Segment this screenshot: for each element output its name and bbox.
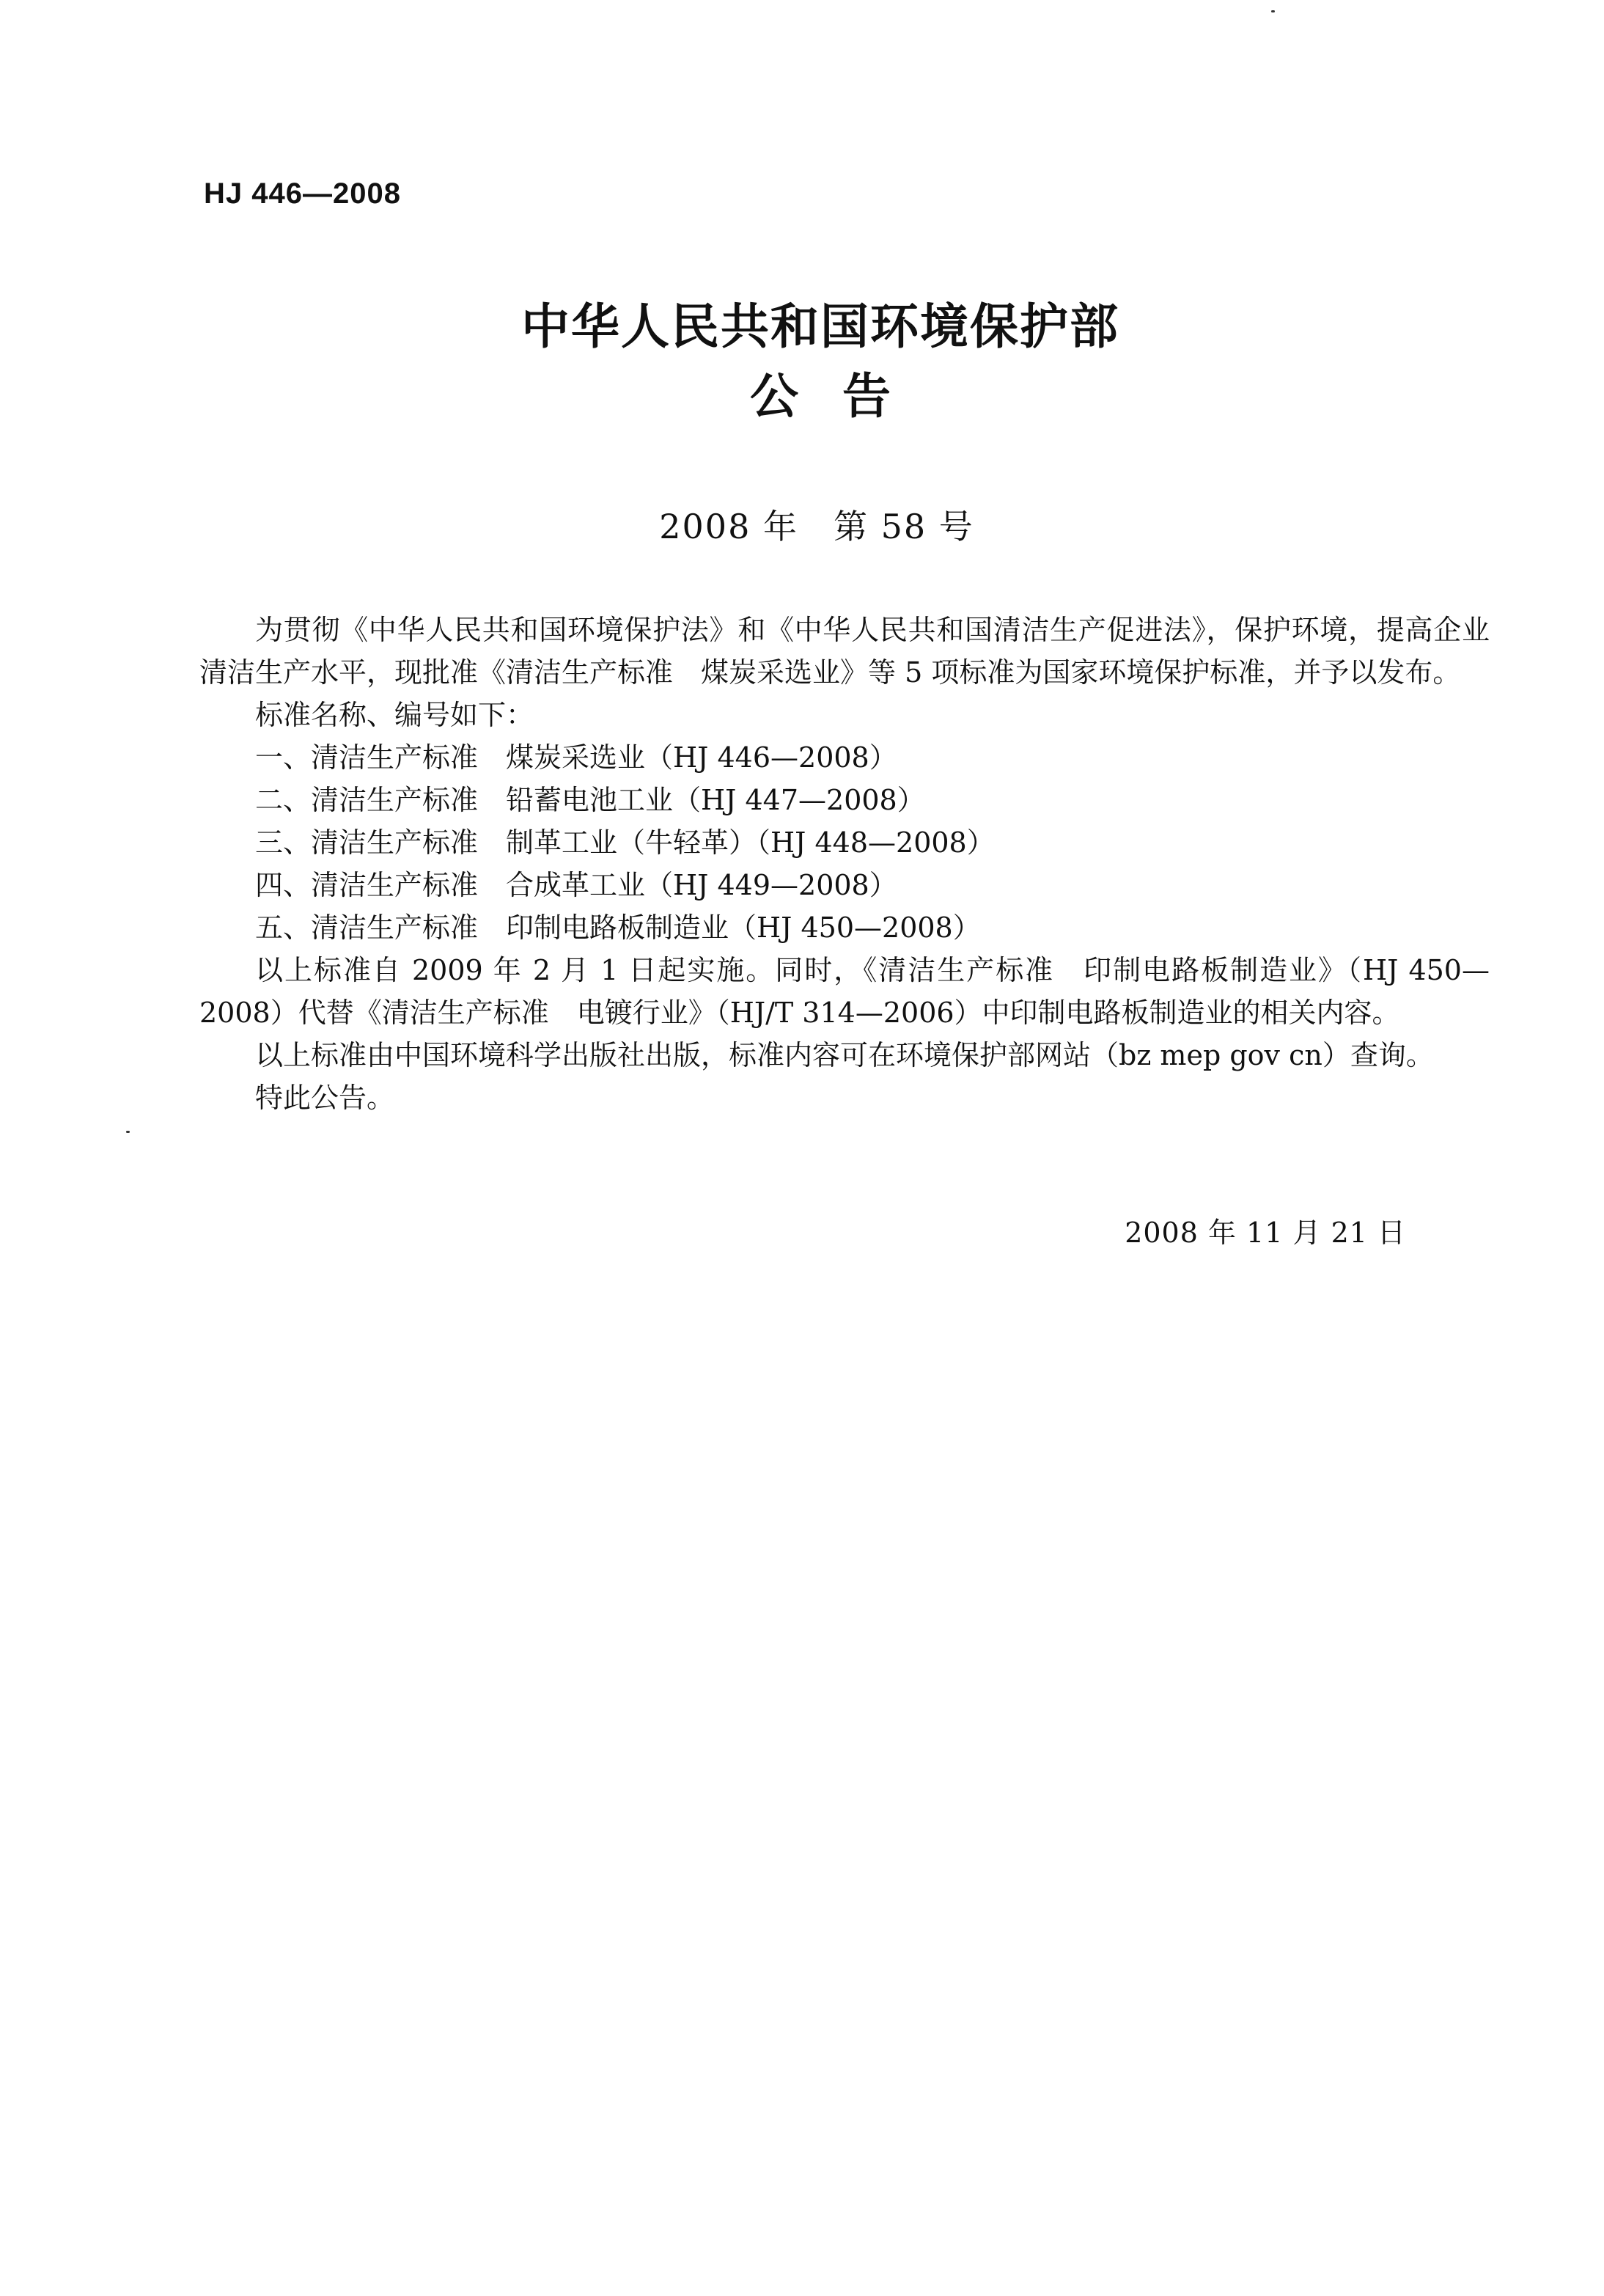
list-item xyxy=(199,906,1490,949)
title-block xyxy=(0,298,1604,425)
list-item xyxy=(199,821,1490,864)
list-item-label: 清洁生产标准 xyxy=(311,741,479,774)
intro-paragraph: 为贯彻《中华人民共和国环境保护法》和《中华人民共和国清洁生产促进法》，保护环境，提高企业清洁生产水平，现批准《清洁生产标准 煤炭采选业》等 5 项标准为国家环境保护标准，并予以发布。 xyxy=(199,614,1490,689)
list-item-label: 清洁生产标准 xyxy=(311,869,479,901)
effective-paragraph: 以上标准自 2009 年 2 月 1 日起实施。同时，《清洁生产标准 印制电路板制造业》（HJ 450—2008）代替《清洁生产标准 电镀行业》（HJ/T 314—2006）中印制电路板制造业的相关内容。 xyxy=(199,954,1490,1029)
list-item xyxy=(199,864,1490,906)
list-item xyxy=(199,779,1490,821)
scan-speck xyxy=(1271,10,1275,12)
publisher-paragraph: 以上标准由中国环境科学出版社出版，标准内容可在环境保护部网站（bz mep gov cn）查询。 xyxy=(255,1039,1434,1071)
signoff-date: 2008 年 11 月 21 日 xyxy=(1125,1217,1406,1249)
list-item-label: 清洁生产标准 xyxy=(311,826,479,859)
scan-speck xyxy=(126,1131,130,1133)
list-item-label: 清洁生产标准 xyxy=(311,784,479,816)
list-item-name: 合成革工业（HJ 449—2008） xyxy=(506,869,897,901)
list-item-name: 印制电路板制造业（HJ 450—2008） xyxy=(506,912,981,944)
list-item-number: 二、 xyxy=(255,784,312,816)
announcement-heading: 公告 xyxy=(750,367,935,425)
list-item-number: 四、 xyxy=(255,869,312,901)
list-item-number: 一、 xyxy=(255,741,312,774)
list-item-name: 制革工业（牛轻革）（HJ 448—2008） xyxy=(506,826,995,859)
list-item xyxy=(199,736,1490,779)
closing-line: 特此公告。 xyxy=(255,1082,395,1114)
list-item-number: 五、 xyxy=(255,912,312,944)
standards-list xyxy=(199,736,1490,949)
list-item-name: 煤炭采选业（HJ 446—2008） xyxy=(506,741,897,774)
list-item-name: 铅蓄电池工业（HJ 447—2008） xyxy=(506,784,925,816)
list-heading: 标准名称、编号如下： xyxy=(255,699,534,731)
list-item-label: 清洁生产标准 xyxy=(311,912,479,944)
issuing-authority-title: 中华人民共和国环境保护部 xyxy=(521,298,1119,355)
announcement-body xyxy=(199,609,1490,1119)
list-item-number: 三、 xyxy=(255,826,312,859)
announcement-number: 2008 年 第 58 号 xyxy=(659,507,974,546)
standard-code: HJ 446—2008 xyxy=(204,177,401,210)
